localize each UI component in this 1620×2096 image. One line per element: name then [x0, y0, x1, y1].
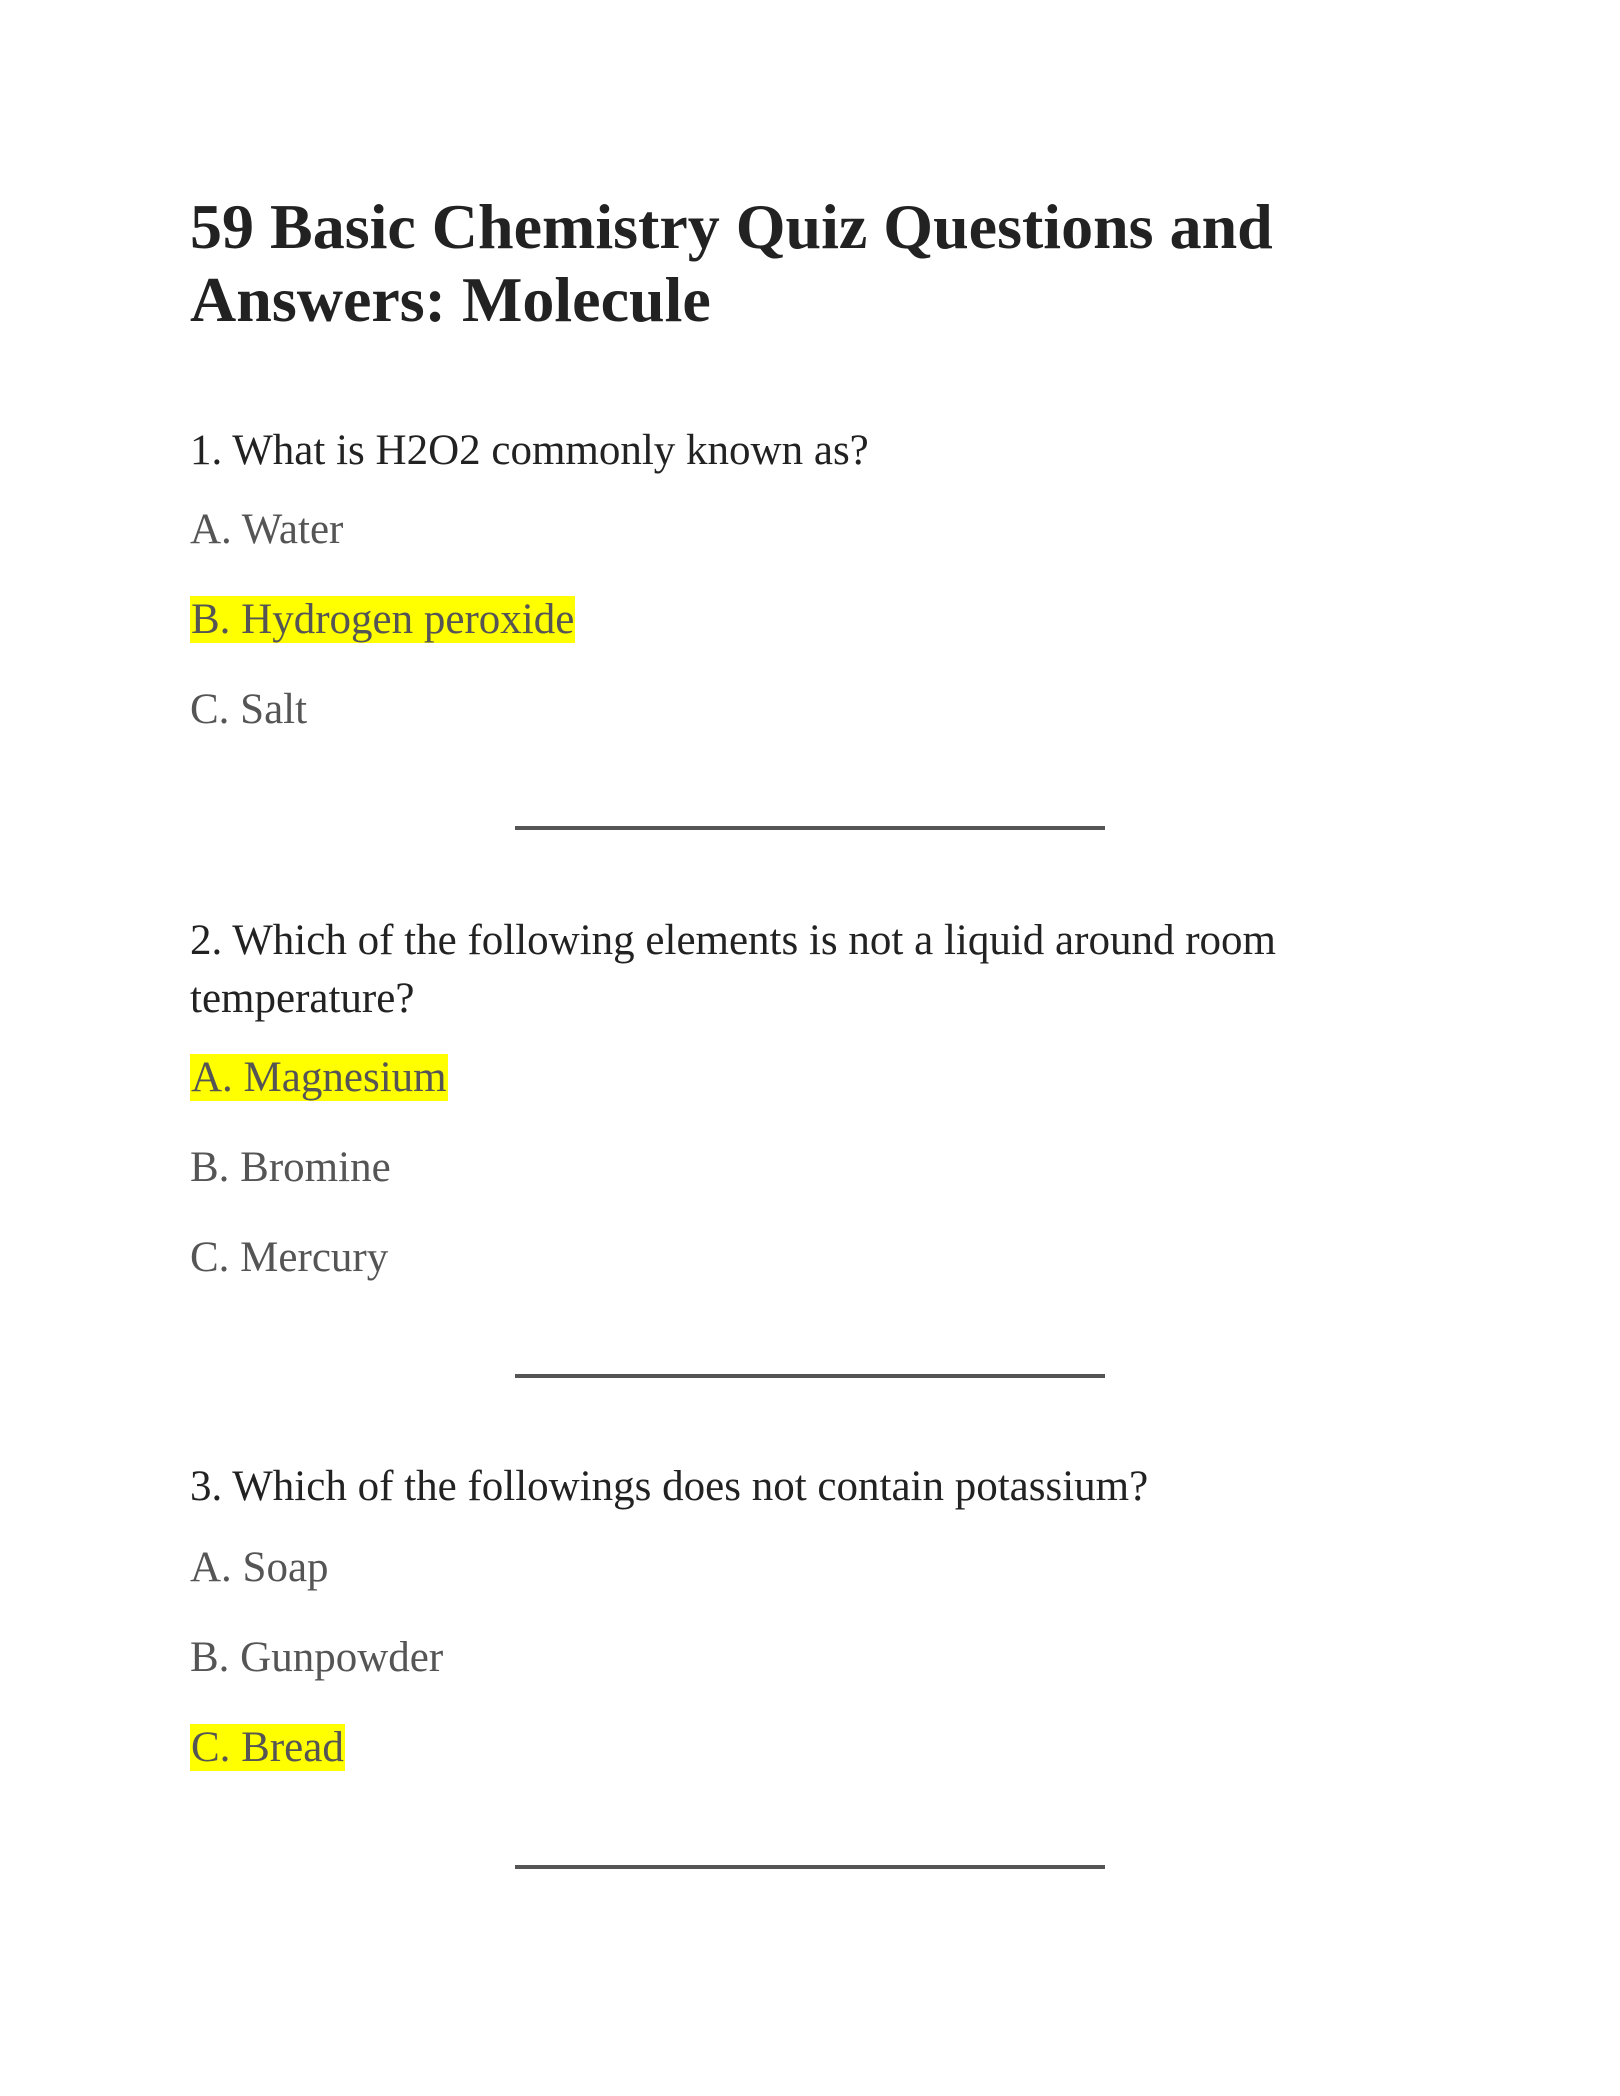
question-3-option-b	[190, 1632, 443, 1684]
highlighted-answer: A. Magnesium	[191, 1054, 447, 1101]
question-1-option-a	[190, 504, 343, 556]
highlighted-answer: B. Hydrogen peroxide	[191, 596, 575, 643]
question-2-option-a-answer	[190, 1052, 448, 1104]
section-divider	[515, 826, 1105, 830]
question-1-text: 1. What is H2O2 commonly known as?	[190, 427, 869, 474]
highlighted-answer: C. Bread	[191, 1724, 344, 1771]
question-3-option-a	[190, 1542, 329, 1594]
option-label: A. Soap	[190, 1544, 329, 1591]
option-label: B. Gunpowder	[190, 1634, 444, 1681]
section-divider	[515, 1865, 1105, 1869]
option-label: C. Mercury	[190, 1234, 389, 1281]
question-2-option-c	[190, 1232, 388, 1284]
option-label: B. Bromine	[190, 1144, 391, 1191]
question-1-option-c	[190, 684, 307, 736]
question-2-option-b	[190, 1142, 391, 1194]
question-3-option-c-answer	[190, 1722, 345, 1774]
page-title: 59 Basic Chemistry Quiz Questions and Answers: Molecule	[190, 191, 1273, 335]
question-2-text: 2. Which of the following elements is not a liquid around room temperature?	[190, 917, 1276, 1022]
option-label: A. Water	[190, 506, 344, 553]
question-1-option-b-answer	[190, 594, 575, 646]
question-3-text: 3. Which of the followings does not contain potassium?	[190, 1463, 1149, 1510]
option-label: C. Salt	[190, 686, 308, 733]
section-divider	[515, 1374, 1105, 1378]
